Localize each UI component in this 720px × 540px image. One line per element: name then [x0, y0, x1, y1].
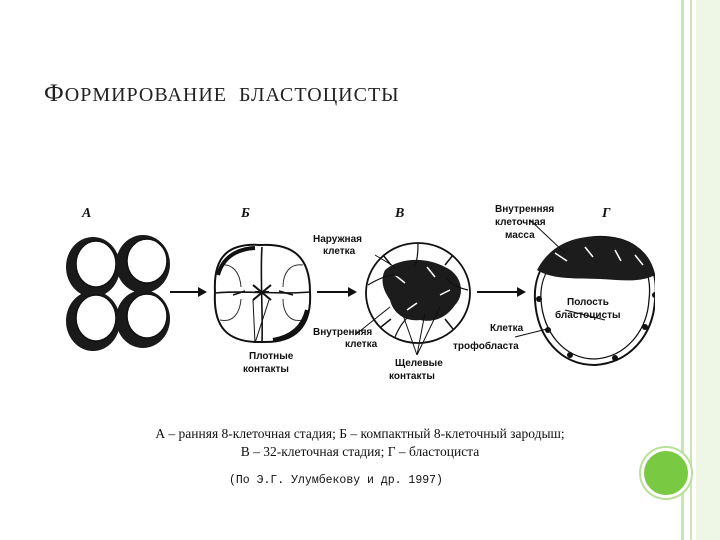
label-gap-1: Щелевые	[395, 358, 443, 369]
blastocyst-diagram	[55, 195, 655, 395]
label-troph-2: трофобласта	[453, 341, 519, 352]
stage-b-label: Б	[241, 206, 250, 221]
label-cavity-2: бластоцисты	[555, 310, 621, 321]
arrow-1	[170, 287, 207, 297]
decorative-line-2	[690, 0, 692, 540]
arrow-2	[317, 287, 357, 297]
arrow-3	[477, 287, 526, 297]
stage-a-label: А	[82, 206, 92, 221]
stage-g-label: Г	[602, 206, 611, 221]
label-troph-1: Клетка	[490, 323, 524, 334]
title-rest: ОРМИРОВАНИЕ БЛАСТОЦИСТЫ	[64, 84, 400, 106]
title-first-letter: Ф	[44, 80, 65, 107]
stage-b-embryo	[215, 245, 310, 342]
label-tight-1: Плотные	[249, 351, 294, 362]
stage-a-embryo	[66, 235, 170, 351]
label-gap-2: контакты	[389, 371, 435, 382]
label-cavity-1: Полость	[567, 297, 609, 308]
caption-line-1: А – ранняя 8-клеточная стадия; Б – компактный 8-клеточный зародыш;	[155, 426, 565, 441]
decorative-border	[696, 0, 720, 540]
stage-v-embryo	[366, 243, 470, 343]
label-outer-cell-1: Наружная	[313, 234, 362, 245]
label-tight-2: контакты	[243, 364, 289, 375]
label-icm-3: масса	[505, 230, 535, 241]
label-icm-2: клеточная	[495, 217, 546, 228]
source-citation: (По Э.Г. Улумбекову и др. 1997)	[229, 474, 443, 487]
green-circle-decoration	[641, 448, 691, 498]
label-outer-cell-2: клетка	[323, 246, 356, 257]
slide-title	[44, 80, 400, 108]
stage-v-label: В	[395, 206, 405, 221]
label-inner-cell-2: клетка	[345, 339, 378, 350]
label-inner-cell-1: Внутренняя	[313, 327, 373, 338]
caption-line-2: В – 32-клеточная стадия; Г – бластоциста	[240, 444, 480, 459]
label-icm-1: Внутренняя	[495, 204, 555, 215]
